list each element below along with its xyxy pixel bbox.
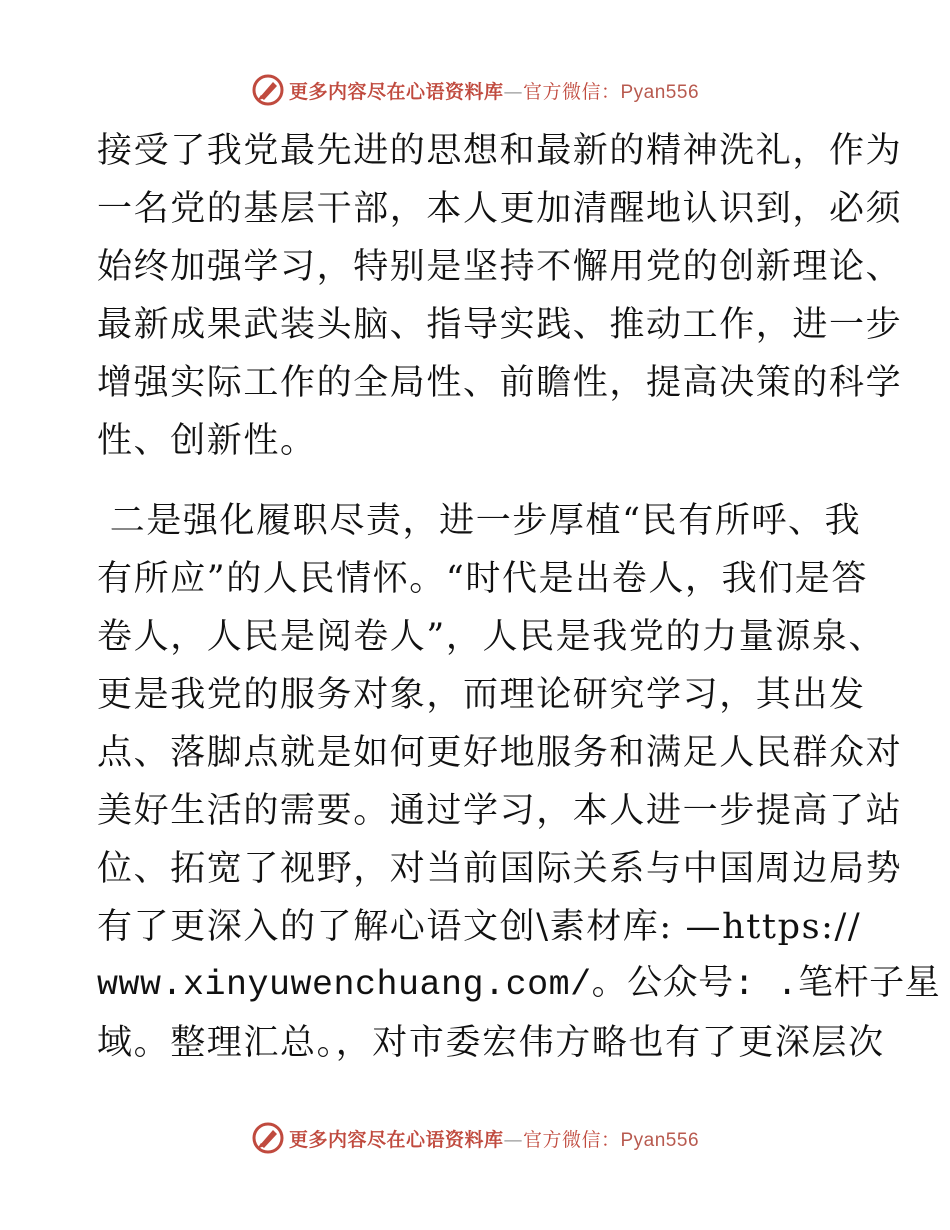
text-line: 美好生活的需要。通过学习，本人进一步提高了站 [97,791,903,831]
footer-banner [0,1118,950,1158]
paragraph-2 [97,492,941,1072]
banner-brand: 更多内容尽在心语资料库 [288,80,504,103]
text-line: 一名党的基层干部，本人更加清醒地认识到，必须 [97,189,903,229]
banner-separator: — [503,80,523,103]
text-line: 有所应”的人民情怀。“时代是出卷人，我们是答 [97,559,868,599]
text-line: 更是我党的服务对象，而理论研究学习，其出发 [97,675,866,715]
pen-nib-seal-icon [251,73,285,107]
banner-wechat-label: 官方微信： [522,80,621,103]
paragraph-1 [97,122,903,470]
text-line: 接受了我党最先进的思想和最新的精神洗礼，作为 [97,131,903,171]
text-line: 始终加强学习，特别是坚持不懈用党的创新理论、 [97,247,903,287]
text-line: 域。整理汇总。，对市委宏伟方略也有了更深层次 [97,1023,885,1063]
text-line: 卷人，人民是阅卷人”，人民是我党的力量源泉、 [97,617,886,657]
text-line: 二是强化履职尽责，进一步厚植“民有所呼、我 [97,501,862,541]
document-body [97,122,941,1072]
banner-wechat-id: Pyan556 [620,1129,700,1151]
text-line: 位、拓宽了视野，对当前国际关系与中国周边局势 [97,849,903,889]
paragraph-gap [97,470,857,492]
text-line: www.xinyuwenchuang.com/。公众号: .笔杆子星 [97,965,941,1005]
text-line: 最新成果武装头脑、指导实践、推动工作，进一步 [97,305,903,345]
banner-wechat-label: 官方微信： [522,1128,621,1151]
banner-separator: — [503,1128,523,1151]
text-line: 性、创新性。 [97,421,317,461]
text-line: 点、落脚点就是如何更好地服务和满足人民群众对 [97,733,903,773]
text-line: 有了更深入的了解心语文创\素材库: —https:// [97,907,862,947]
header-banner [0,70,950,110]
banner-wechat-id: Pyan556 [620,81,700,103]
banner-brand: 更多内容尽在心语资料库 [288,1128,504,1151]
text-line: 增强实际工作的全局性、前瞻性，提高决策的科学 [97,363,903,403]
pen-nib-seal-icon [251,1121,285,1155]
